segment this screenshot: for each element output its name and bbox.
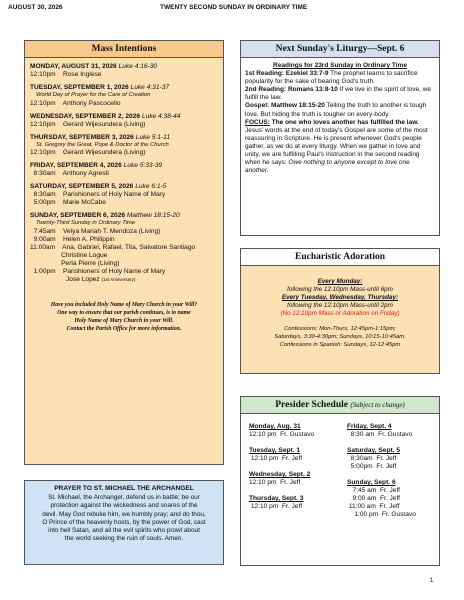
prayer-title: PRAYER TO ST. MICHAEL THE ARCHANGEL [54, 485, 194, 492]
presider-line: 12:10 pm Fr. Jeff [249, 455, 303, 462]
mass-intention-line: 8:30am Parishioners of Holy Name of Mary [30, 191, 166, 198]
presider-day [249, 447, 314, 463]
mass-day-date: SUNDAY, SEPTEMBER 6, 2026 [30, 212, 126, 219]
will-note [25, 301, 223, 333]
mass-day-heading [30, 162, 218, 170]
mass-day-reading: Luke 4:31-37 [130, 84, 170, 91]
presider-day-label: Friday, Sept. 4 [347, 423, 392, 430]
presider-line: 11:00 am Fr. Jeff [347, 503, 400, 510]
adoration-title: Eucharistic Adoration [241, 249, 439, 266]
mass-intentions-box [24, 40, 224, 465]
mass-intention-line: 12:10pm Gerard Wijesundera (Living) [30, 120, 146, 128]
liturgy-title: Next Sunday's Liturgy—Sept. 6 [241, 41, 439, 58]
focus [245, 119, 435, 176]
mass-day-heading [30, 134, 218, 142]
presider-day-label: Thursday, Sept. 3 [249, 495, 304, 502]
mass-day-heading [30, 183, 218, 191]
presider-line: 8:30am Fr. Jeff [347, 455, 397, 462]
mass-intention-line: 7:45am Velya Mariah T. Mendoza (Living) [30, 227, 161, 235]
adoration-content [241, 266, 439, 349]
will-note-line: Have you included Holy Name of Mary Church in your Will? [50, 301, 198, 308]
mass-intention-line: Christine Logue [30, 251, 108, 259]
presider-day-label: Sunday, Sept. 6 [347, 479, 396, 486]
focus-text: Jesus' words at the end of today's Gospel are some of the most reassuring in Scripture. He is present whenever God's people gather, as we do at every liturgy. When we gather in love and unity, we are fulfilling Paul's instruction in the second reading when he says: [245, 126, 428, 167]
reading-1-text: The prophet learns to sacrifice popularity for the sake of bearing God's truth. [245, 70, 418, 86]
mass-day-date: SATURDAY, SEPTEMBER 5, 2026 [30, 183, 134, 190]
gospel-text: Telling the truth to another is tough love. But hiding the truth is tougher on every-body. [245, 102, 427, 118]
gospel-label: Gospel: Matthew 18:15-20 [245, 102, 325, 110]
presider-line: 12:10 pm Fr. Jeff [249, 479, 301, 486]
presider-title-bar [241, 397, 439, 414]
presider-day [249, 471, 314, 487]
mass-day-reading: Luke 4:16-30 [118, 63, 158, 70]
presider-line: 12:10 pm Fr. Gustavo [249, 431, 315, 438]
mass-day-reading: Luke 6:1-5 [135, 183, 167, 190]
presider-box [240, 396, 440, 566]
header-date: AUGUST 30, 2026 [8, 4, 63, 11]
mass-day-heading [30, 212, 218, 220]
mass-intention-line: 8:30am Anthony Agresti [30, 170, 109, 177]
liturgy-box [240, 40, 440, 236]
presider-line: 1:00 pm Fr. Gustavo [347, 511, 416, 518]
mass-intention-line: 5:00pm Marie McCabe [30, 199, 106, 206]
presider-day [249, 423, 314, 439]
reading-1 [245, 70, 435, 86]
mass-intention-line: 12:10pm Rose Inglese [30, 71, 102, 78]
will-note-line: Holy Name of Mary Church in your Will. [74, 317, 174, 324]
mass-day-note: Twenty-Third Sunday in Ordinary Time [36, 220, 136, 226]
mass-day-date: WEDNESDAY, SEPTEMBER 2, 2026 [30, 112, 141, 120]
confessions-line-3: Confessions in Spanish: Sundays, 12-12:45pm [279, 342, 401, 348]
presider-day [347, 447, 416, 471]
mass-intention-line: Perla Pierre (Living) [30, 259, 120, 267]
mass-intention-line: 11:00am Ana, Gabriel, Rafael, Tita, Salvatore Santiago [30, 243, 196, 251]
focus-quote: Owe nothing to anyone except to love one another. [245, 159, 410, 175]
presider-line: 5:00pm Fr. Jeff [347, 463, 397, 470]
header-title: TWENTY SECOND SUNDAY IN ORDINARY TIME [160, 4, 308, 11]
presider-subtitle: (Subject to change) [350, 401, 405, 409]
mass-day-date: THURSDAY, SEPTEMBER 3, 2026 [30, 133, 134, 141]
reading-2-label: 2nd Reading: Romans 13:8-10 [245, 86, 338, 94]
mass-last-note: (1st Anniversary) [101, 276, 136, 282]
mass-day-date: MONDAY, AUGUST 31, 2026 [30, 63, 117, 70]
mass-day-date: FRIDAY, SEPTEMBER 4, 2026 [30, 162, 122, 169]
reading-1-label: 1st Reading: Ezekiel 33:7-9 [245, 70, 329, 78]
prayer-line: the world seeking the ruin of souls. Amen. [64, 535, 184, 543]
prayer-line: O Prince of the heavenly hosts, by the power of God, cast [42, 518, 206, 526]
presider-day-label: Monday, Aug. 31 [249, 423, 301, 430]
mass-day-heading [30, 63, 218, 71]
prayer-box [24, 480, 224, 565]
reading-2-text: If we live in the spirit of love, we fulfill the law. [245, 86, 432, 102]
prayer-line: St. Michael, the Archangel, defend us in battle; be our [48, 494, 200, 501]
confessions-line-1: Confessions: Mon-Thurs, 12:45pm-1:15pm; [284, 326, 396, 332]
mass-last-line [25, 276, 223, 284]
presider-right-column [347, 423, 416, 527]
mass-intention-line: 12:10pm Anthony Pascocello [30, 99, 121, 107]
mass-day-reading: Luke 5:33-39 [123, 162, 163, 169]
liturgy-content [241, 58, 439, 175]
mass-intentions-title: Mass Intentions [25, 41, 223, 58]
mass-intention-line: 1:00pm Parishioners of Holy Name of Mary [30, 267, 166, 275]
will-note-line: One way to ensure that our parish continues, is to name [57, 309, 191, 316]
readings-heading: Readings for 23rd Sunday in Ordinary Time [273, 62, 407, 69]
mass-intention-line: 9:00am Helen A. Philippin [30, 235, 115, 243]
presider-line: 8:30 am Fr. Gustavo [347, 431, 413, 438]
mass-day-reading: Luke 4:38-44 [141, 112, 181, 120]
mass-last-name: Jose Lopez [66, 275, 100, 283]
presider-day [249, 495, 314, 511]
presider-line: 7:45 am Fr. Jeff [347, 487, 401, 494]
prayer-text [28, 494, 220, 544]
prayer-line: protection against the wickedness and snares of the [50, 502, 198, 510]
focus-label: FOCUS: [245, 118, 270, 126]
mass-day-heading [30, 113, 218, 121]
mass-day-note: World Day of Prayer for the Care of Creation [36, 92, 151, 98]
will-note-line: Contact the Parish Office for more information. [66, 325, 182, 332]
confessions-line-2: Saturdays, 3:30-4:30pm; Sundays, 10:15-10:45am. [274, 334, 406, 340]
prayer-line: devil. May God rebuke him, we humbly pray; and do thou, [42, 510, 206, 518]
page-number: 1 [430, 578, 434, 584]
presider-day [347, 423, 416, 439]
mass-intention-line: 12:10pm Gerard Wijesundera (Living) [30, 149, 146, 156]
presider-day-label: Saturday, Sept. 5 [347, 447, 401, 454]
presider-title: Presider Schedule [275, 400, 348, 410]
presider-day [347, 479, 416, 519]
adoration-tue-thu: Every Tuesday, Wednesday, Thursday: [281, 294, 399, 301]
mass-day-heading [30, 84, 218, 92]
adoration-tue-thu-time: following the 12:10pm Mass-until 2pm [287, 302, 393, 309]
presider-line: 12:10 pm Fr. Jeff [249, 503, 303, 510]
prayer-line: into hell Satan, and all the evil spirits who prowl about [48, 527, 200, 535]
presider-line: 9:00 am Fr. Jeff [347, 495, 401, 502]
adoration-box [240, 248, 440, 374]
adoration-monday: Every Monday: [317, 278, 363, 285]
presider-day-label: Tuesday, Sept. 1 [249, 447, 301, 454]
mass-day-note: St. Gregory the Great, Pope & Doctor of the Church [36, 141, 169, 148]
focus-head: The one who loves another has fulfilled the law. [269, 118, 419, 126]
mass-day-reading: Luke 5:1-11 [135, 133, 171, 141]
mass-days-list [25, 63, 223, 276]
adoration-monday-time: following the 12:10pm Mass-until 6pm [287, 286, 393, 293]
presider-left-column [249, 423, 314, 519]
reading-2 [245, 86, 435, 102]
mass-day-date: TUESDAY, SEPTEMBER 1, 2026 [30, 84, 129, 91]
adoration-friday-note: (No 12:10pm Mass or Adoration on Friday) [280, 310, 400, 317]
mass-day-reading: Matthew 18:15-20 [126, 212, 180, 219]
gospel [245, 102, 435, 118]
presider-day-label: Wednesday, Sept. 2 [249, 471, 311, 478]
